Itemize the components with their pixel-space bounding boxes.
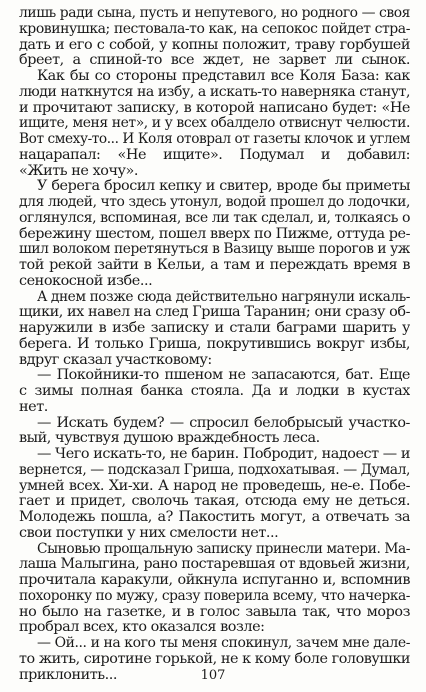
page-number: 107 — [200, 668, 226, 683]
text-line: берега. И только Гриша, покрутившись вокруг избы, — [19, 336, 410, 352]
text-line: Вот смеху-то... И Коля отоврал от газеты клочок и углем — [19, 132, 410, 147]
text-line: — Ой... и на кого ты меня спокинул, зачем мне дале- — [37, 636, 410, 651]
text-line: умней всех. Хи-хи. А народ не проведешь, не-е. Побе- — [19, 478, 410, 494]
text-line: и прочитают записку, в которой написано будет: «Не — [19, 100, 410, 116]
text-line: нет. — [19, 399, 48, 415]
text-line: А днем позже сюда действительно нагрянули искаль- — [37, 289, 410, 305]
text-line: щики, их навел на след Гриша Таранин; они сразу об- — [19, 305, 410, 321]
text-line: лаша Малыгина, рано постаревшая от вдовьей жизни, — [19, 557, 410, 573]
text-line: приклонить... — [19, 667, 118, 683]
text-line: оглянулся, вспоминая, все ли так сделал, и, толкаясь о — [19, 210, 410, 226]
text-line: шил волоком перетянуться в Вазицу выше порогов и уж — [19, 242, 410, 258]
text-line: для людей, что здесь утонул, водой прошел до лодочки, — [19, 195, 410, 210]
text-line: с зимы полная банка стояла. Да и лодки в кустах — [19, 384, 410, 399]
text-line: пробрал всех, кто оказался возле: — [19, 620, 265, 636]
text-line: той рекой зайти в Кельи, а там и переждать время в — [19, 258, 410, 273]
text-line: наружили в избе записку и стали баграми шарить у — [19, 321, 410, 336]
text-line: похоронку по мужу, сразу поверила всему, что начерка- — [19, 588, 410, 604]
text-line: гает и придет, сволочь такая, отсюда ему не деться. — [19, 494, 410, 510]
text-line: вернется, — подсказал Гриша, подхохатывая. — Думал, — [19, 462, 410, 478]
text-line: ищите, меня нет», и у всех обалдело отвиснут челюсти. — [19, 116, 410, 132]
text-line: У берега бросил кепку и свитер, вроде бы приметы — [37, 179, 410, 195]
text-line: Сыновью прощальную записку принесли матери. Ма- — [37, 541, 410, 557]
text-line: — Искать будем? — спросил белобрысый участко- — [37, 415, 410, 431]
text-line: бреет, а спиной-то все ждет, не зарвет ли сынок. — [19, 53, 410, 69]
text-line: бережину шестом, пошел вверх по Пижме, оттуда ре- — [19, 226, 410, 242]
body-text — [19, 6, 410, 683]
text-line: свои поступки у них смелости нет... — [19, 525, 279, 541]
text-line: вый, чувствуя душою враждебность леса. — [19, 431, 320, 447]
text-line: сенокосной избе... — [19, 273, 153, 289]
text-line: Как бы со стороны представил все Коля База: как — [37, 69, 410, 84]
text-line: люди наткнутся на избу, а искать-то наверняка станут, — [19, 84, 410, 100]
text-line: то жить, сиротине горькой, не к кому боле головушки — [19, 651, 410, 667]
text-line: но было на газетке, и в голос завыла так, что мороз — [19, 604, 410, 620]
text-line: Молодежь пошла, а? Пакостить могут, а отвечать за — [19, 510, 410, 525]
text-line: «Жить не хочу». — [19, 163, 139, 179]
text-line: вдруг сказал участковому: — [19, 352, 212, 368]
text-line: прочитала каракули, ойкнула испуганно и, вспомнив — [19, 573, 410, 588]
text-line: лишь ради сына, пусть и непутевого, но родного — своя — [19, 6, 410, 21]
text-line: — Покойники-то пшеном не запасаются, бат. Еще — [37, 368, 410, 384]
text-line: — Чего искать-то, не барин. Побродит, надоест — и — [37, 447, 410, 462]
text-line: дать и его с собой, у копны положит, траву горбушей — [19, 37, 410, 53]
text-line: нацарапал: «Не ищите». Подумал и добавил: — [19, 147, 410, 163]
text-line: кровинушка; пестовала-то как, на сепокос пойдет стра- — [19, 21, 410, 37]
